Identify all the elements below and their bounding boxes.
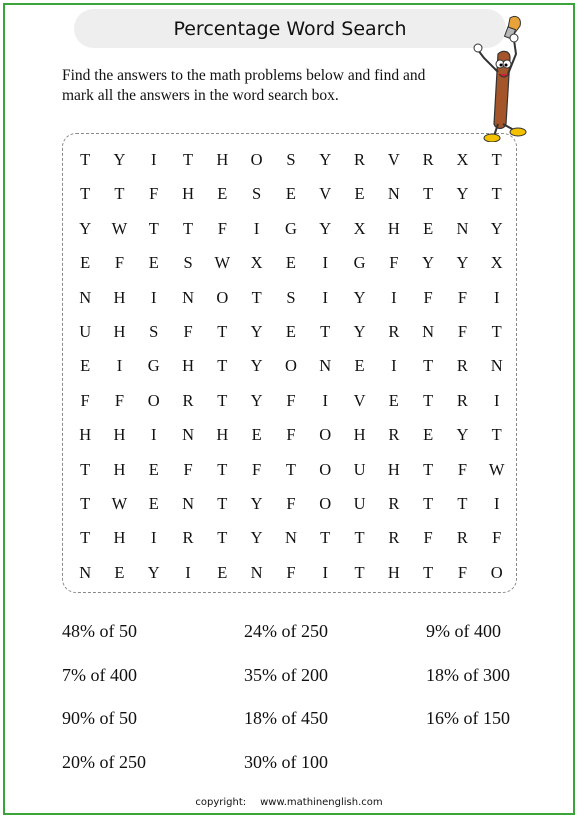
grid-letter[interactable]: T [423,184,434,204]
grid-letter[interactable]: Y [250,321,263,341]
grid-letter[interactable]: I [322,390,328,410]
grid-letter[interactable]: F [80,390,90,410]
grid-letter[interactable]: T [217,356,228,376]
instructions: Find the answers to the math problems below and find and mark all the answers in the word search box. [62,67,426,104]
grid-letter[interactable]: H [387,562,400,582]
grid-letter[interactable]: N [250,562,263,582]
grid-letter[interactable]: R [182,390,194,410]
grid-letter[interactable]: Y [319,218,332,238]
grid-letter[interactable]: O [319,425,332,445]
grid-letter[interactable]: O [284,356,297,376]
paintbrush-mascot-icon [470,14,538,142]
grid-letter[interactable]: I [150,287,157,307]
grid-letter[interactable]: H [113,459,126,479]
grid-letter[interactable]: T [423,493,434,513]
grid-letter[interactable]: O [319,493,332,513]
math-problem: 9% of 400 [426,621,501,641]
grid-letter[interactable]: E [217,184,228,204]
grid-letter[interactable]: X [490,253,503,273]
grid-letter[interactable]: F [423,528,433,548]
grid-letter[interactable]: I [185,562,191,582]
grid-letter[interactable]: I [322,253,328,273]
grid-letter[interactable]: F [286,425,296,445]
math-problem: 35% of 200 [244,664,328,685]
grid-letter[interactable]: N [79,562,92,582]
grid-letter[interactable]: V [353,390,366,410]
copyright-label: copyright: [195,797,247,808]
grid-letter[interactable]: F [457,287,467,307]
math-problems-list [62,617,532,791]
grid-letter[interactable]: F [492,528,502,548]
grid-letter[interactable]: T [491,184,502,204]
math-problem: 24% of 250 [244,621,328,641]
math-problem: 90% of 50 [62,708,137,728]
grid-letter[interactable]: I [391,356,397,376]
grid-letter[interactable]: R [422,150,434,169]
grid-letter[interactable]: T [320,528,331,548]
grid-letter[interactable]: T [423,390,434,410]
grid-letter[interactable]: F [217,218,227,238]
grid-letter[interactable]: T [217,321,228,341]
grid-letter[interactable]: T [423,459,434,479]
word-search-grid [68,143,514,590]
grid-letter[interactable]: S [286,287,296,307]
grid-letter[interactable]: H [113,425,126,445]
math-problem: 20% of 250 [62,751,146,772]
grid-letter[interactable]: V [387,150,400,169]
grid-letter[interactable]: T [354,528,365,548]
grid-letter[interactable]: R [388,425,400,445]
grid-letter[interactable]: F [423,287,433,307]
grid-letter[interactable]: Y [490,218,503,238]
grid-letter[interactable]: R [388,493,400,513]
grid-letter[interactable]: R [456,356,468,376]
grid-letter[interactable]: T [251,287,262,307]
grid-letter[interactable]: T [491,425,502,445]
grid-letter[interactable]: T [182,150,194,169]
grid-letter[interactable]: X [250,253,263,273]
grid-letter[interactable]: F [389,253,399,273]
math-problem: 16% of 150 [426,708,510,728]
grid-letter[interactable]: R [354,150,366,169]
grid-letter[interactable]: T [491,150,502,169]
page-title-text: Percentage Word Search [173,17,407,40]
grid-letter[interactable]: Y [319,150,332,169]
grid-letter[interactable]: H [387,218,400,238]
grid-letter[interactable]: T [80,459,91,479]
grid-letter[interactable]: E [80,356,91,376]
grid-letter[interactable]: X [456,150,469,169]
grid-letter[interactable]: N [182,425,194,445]
grid-letter[interactable]: Y [456,253,469,273]
grid-letter[interactable]: F [457,562,467,582]
grid-letter[interactable]: T [182,218,194,238]
grid-letter[interactable]: I [253,218,260,238]
grid-letter[interactable]: N [319,356,332,376]
grid-letter[interactable]: N [79,287,92,307]
grid-letter[interactable]: Y [113,150,126,169]
grid-letter[interactable]: F [183,321,193,341]
math-problem: 18% of 450 [244,708,328,728]
grid-letter[interactable]: T [457,493,468,513]
grid-letter[interactable]: E [148,459,159,479]
grid-letter[interactable]: E [354,184,365,204]
grid-letter[interactable]: H [182,356,194,376]
grid-letter[interactable]: U [79,321,92,341]
grid-letter[interactable]: U [353,459,366,479]
grid-letter[interactable]: T [217,459,228,479]
grid-letter[interactable]: F [149,184,159,204]
grid-letter[interactable]: I [150,528,157,548]
grid-letter[interactable]: H [216,150,229,169]
grid-letter[interactable]: I [493,287,500,307]
math-problem: 48% of 50 [62,621,137,641]
grid-letter[interactable]: Y [147,562,160,582]
grid-letter[interactable]: Y [422,253,435,273]
website-link[interactable]: www.mathinenglish.com [260,797,383,808]
grid-letter[interactable]: I [150,425,157,445]
grid-letter[interactable]: E [217,562,228,582]
grid-letter[interactable]: E [423,425,434,445]
grid-letter[interactable]: O [490,562,503,582]
grid-letter[interactable]: T [423,562,434,582]
grid-letter[interactable]: N [182,493,194,513]
grid-letter[interactable]: Y [250,528,263,548]
grid-letter[interactable]: N [490,356,503,376]
grid-letter[interactable]: N [284,528,297,548]
math-problem: 18% of 300 [426,664,510,685]
grid-letter[interactable]: I [150,150,157,169]
grid-letter[interactable]: E [285,321,296,341]
grid-letter[interactable]: Y [456,184,469,204]
grid-letter[interactable]: Y [353,287,366,307]
grid-letter[interactable]: T [320,321,331,341]
grid-letter[interactable]: E [354,356,365,376]
footer [0,797,578,808]
grid-letter[interactable]: G [353,253,366,273]
grid-letter[interactable]: F [286,562,296,582]
grid-letter[interactable]: T [491,321,502,341]
grid-letter[interactable]: F [252,459,262,479]
grid-letter[interactable]: U [353,493,366,513]
grid-letter[interactable]: Y [353,321,366,341]
grid-letter[interactable]: T [80,150,91,169]
grid-letter[interactable]: S [149,321,159,341]
grid-letter[interactable]: H [216,425,229,445]
grid-letter[interactable]: T [285,459,296,479]
grid-letter[interactable]: I [391,287,397,307]
grid-letter[interactable]: Y [250,493,263,513]
page-title [74,9,506,48]
grid-letter[interactable]: O [216,287,229,307]
grid-letter[interactable]: T [148,218,159,238]
grid-letter[interactable]: N [182,287,194,307]
grid-letter[interactable]: S [252,184,262,204]
grid-letter[interactable]: O [319,459,332,479]
grid-letter[interactable]: E [80,253,91,273]
grid-letter[interactable]: E [388,390,399,410]
grid-letter[interactable]: X [353,218,366,238]
grid-letter[interactable]: E [114,562,125,582]
grid-letter[interactable]: F [457,321,467,341]
grid-letter[interactable]: W [214,253,231,273]
grid-letter[interactable]: N [387,184,400,204]
grid-letter[interactable]: T [423,356,434,376]
grid-letter[interactable]: H [113,287,126,307]
math-problem: 30% of 100 [244,751,328,772]
grid-letter[interactable]: O [250,150,263,169]
grid-letter[interactable]: E [148,493,159,513]
grid-letter[interactable]: I [493,493,500,513]
grid-letter[interactable]: F [114,390,125,410]
grid-letter[interactable]: T [217,390,228,410]
grid-letter[interactable]: Y [250,390,263,410]
grid-letter[interactable]: Y [79,218,92,238]
grid-letter[interactable]: S [286,150,296,169]
grid-letter[interactable]: H [353,425,366,445]
grid-letter[interactable]: G [147,356,160,376]
grid-letter[interactable]: H [113,321,126,341]
math-problem [426,748,532,792]
grid-letter[interactable]: T [217,528,228,548]
math-problem: 7% of 400 [62,664,137,685]
grid-letter[interactable]: O [147,390,160,410]
grid-letter[interactable]: T [80,493,91,513]
grid-letter[interactable]: I [493,390,500,410]
grid-letter[interactable]: E [251,425,262,445]
grid-letter[interactable]: H [113,528,126,548]
grid-letter[interactable]: F [183,459,193,479]
grid-letter[interactable]: T [354,562,365,582]
grid-letter[interactable]: T [80,528,91,548]
grid-letter[interactable]: I [322,287,328,307]
grid-letter[interactable]: S [183,253,193,273]
grid-letter[interactable]: T [217,493,228,513]
grid-letter[interactable]: W [111,218,128,238]
grid-letter[interactable]: V [319,184,332,204]
grid-letter[interactable]: E [423,218,434,238]
grid-letter[interactable]: G [284,218,297,238]
grid-letter[interactable]: F [457,459,467,479]
grid-letter[interactable]: T [114,184,125,204]
grid-letter[interactable]: N [422,321,435,341]
grid-letter[interactable]: R [182,528,194,548]
grid-letter[interactable]: F [286,493,296,513]
grid-letter[interactable]: Y [456,425,469,445]
grid-letter[interactable]: R [388,528,400,548]
grid-letter[interactable]: E [148,253,159,273]
grid-letter[interactable]: R [456,528,468,548]
grid-letter[interactable]: Y [250,356,263,376]
grid-letter[interactable]: W [111,493,128,513]
grid-letter[interactable]: R [388,321,400,341]
grid-letter[interactable]: H [182,184,194,204]
grid-letter[interactable]: F [286,390,296,410]
grid-letter[interactable]: E [285,253,296,273]
grid-letter[interactable]: H [79,425,92,445]
grid-letter[interactable]: E [285,184,296,204]
grid-letter[interactable]: N [456,218,469,238]
grid-letter[interactable]: W [488,459,505,479]
grid-letter[interactable]: H [387,459,400,479]
grid-letter[interactable]: R [456,390,468,410]
grid-letter[interactable]: I [116,356,123,376]
grid-letter[interactable]: T [80,184,91,204]
grid-letter[interactable]: F [114,253,125,273]
grid-letter[interactable]: I [322,562,328,582]
